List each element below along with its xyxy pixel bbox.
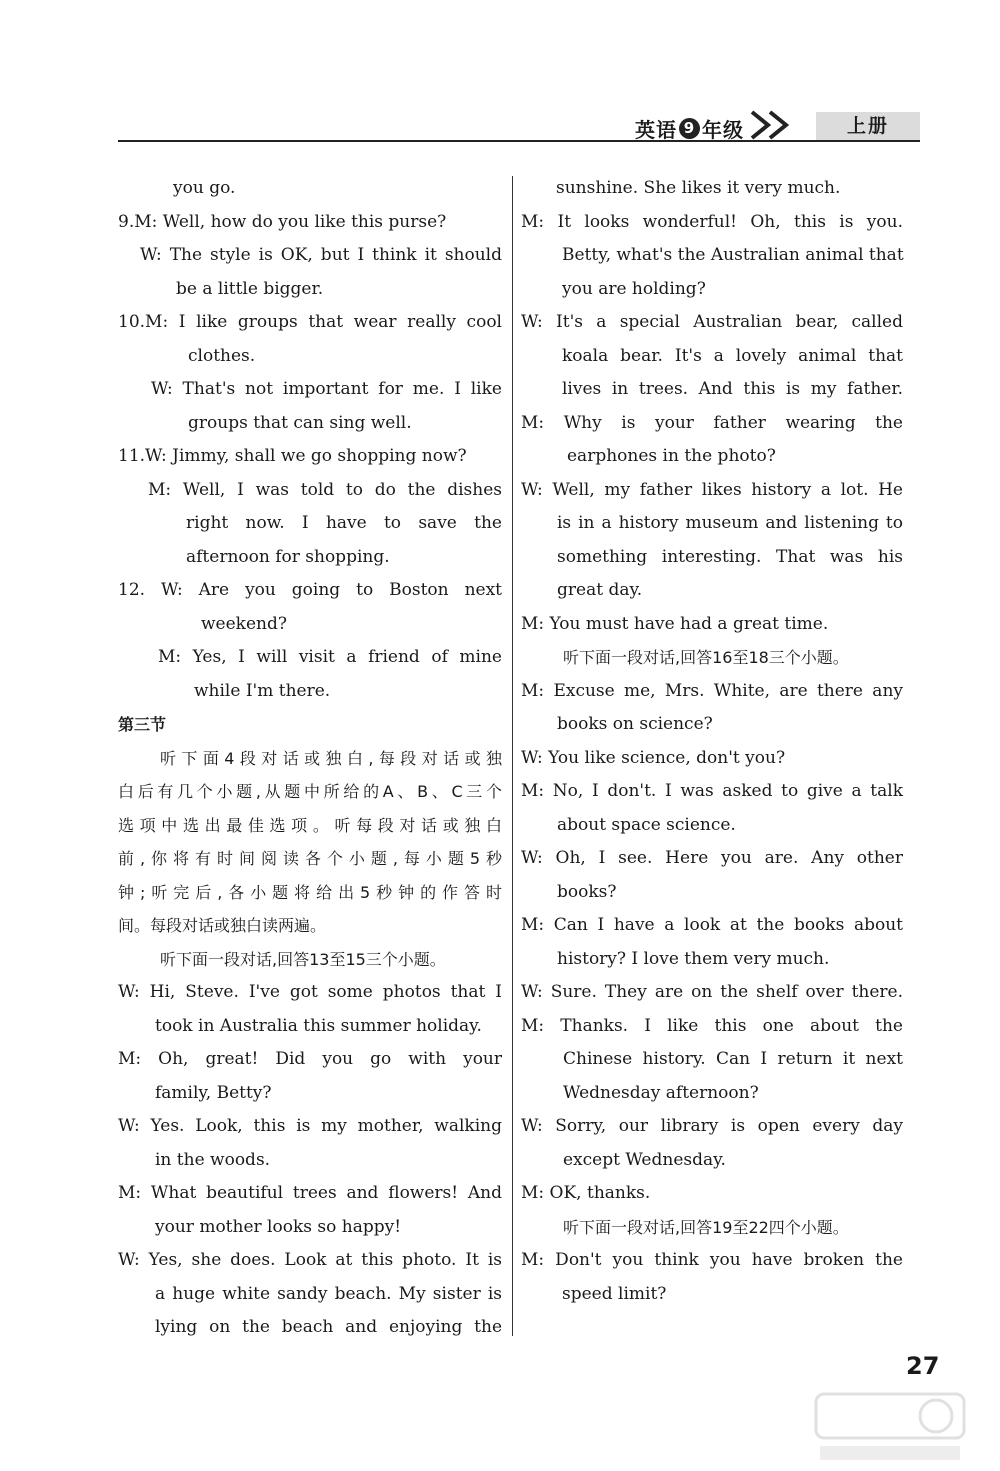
text-line: Betty, what's the Australian animal that [562, 245, 904, 265]
text-line: right now. I have to save the [186, 513, 502, 533]
text-line: M: OK, thanks. [521, 1183, 651, 1203]
text-line: koala bear. It's a lovely animal that [562, 345, 903, 366]
text-line: weekend? [201, 613, 287, 634]
text-line: in the woods. [155, 1149, 271, 1170]
text-line: W: The style is OK, but I think it should [140, 245, 502, 265]
text-line: 钟;听完后,各小题将给出5秒钟的作答时 [118, 882, 502, 902]
text-line: Chinese history. Can I return it next [563, 1049, 903, 1069]
text-line: M: Thanks. I like this one about the [521, 1015, 903, 1036]
header-subject: 英语 [635, 118, 677, 142]
text-line: your mother looks so happy! [155, 1216, 402, 1237]
text-line: W: Oh, I see. Here you are. Any other [521, 848, 903, 868]
text-line: W: You like science, don't you? [521, 747, 786, 768]
text-line: M: Yes, I will visit a friend of mine [158, 647, 502, 667]
text-line: W: It's a special Australian bear, called [521, 312, 903, 332]
text-line: while I'm there. [194, 680, 331, 701]
section-heading: 第三节 [118, 715, 167, 734]
text-line: M: Why is your father wearing the [521, 412, 903, 433]
volume-tag: 上册 [816, 112, 920, 140]
text-line: is in a history museum and listening to [557, 513, 903, 533]
text-line: 白后有几个小题,从题中所给的A、B、C三个 [118, 782, 502, 801]
text-line: a huge white sandy beach. My sister is [155, 1283, 502, 1304]
text-line: Wednesday afternoon? [563, 1082, 759, 1103]
text-line: 9.M: Well, how do you like this purse? [118, 211, 447, 232]
text-line: M: Well, I was told to do the dishes [148, 479, 502, 500]
text-line: 间。每段对话或独白读两遍。 [118, 916, 327, 935]
text-line: W: Sure. They are on the shelf over there. [521, 982, 903, 1002]
column-divider [512, 176, 513, 1336]
text-line: 12. W: Are you going to Boston next [118, 580, 502, 600]
text-line: W: That's not important for me. I like [151, 379, 502, 399]
text-line: groups that can sing well. [188, 412, 412, 433]
right-column [521, 172, 903, 1311]
text-line: 前,你将有时间阅读各个小题,每小题5秒 [118, 849, 502, 868]
grade-number-badge: 9 [679, 118, 700, 139]
text-line: M: Don't you think you have broken the [521, 1250, 903, 1270]
text-line: M: Excuse me, Mrs. White, are there any [521, 680, 903, 701]
text-line: M: Can I have a look at the books about [521, 915, 903, 935]
text-line: M: You must have had a great time. [521, 613, 829, 634]
text-line: speed limit? [562, 1283, 667, 1304]
text-line: books on science? [557, 714, 713, 734]
watermark-logo-icon [810, 1390, 970, 1468]
text-line: 选项中选出最佳选项。听每段对话或独白 [118, 815, 502, 835]
text-line: except Wednesday. [563, 1149, 726, 1170]
text-line: earphones in the photo? [567, 446, 776, 466]
text-line: W: Yes. Look, this is my mother, walking [118, 1116, 502, 1136]
text-line: W: Yes, she does. Look at this photo. It is [118, 1250, 502, 1270]
text-line: M: Oh, great! Did you go with your [118, 1049, 502, 1069]
header-grade-label: 年级 [702, 118, 744, 142]
page-number: 27 [906, 1352, 940, 1380]
text-line: 10.M: I like groups that wear really cool [118, 312, 502, 332]
left-column [118, 172, 502, 1345]
text-line: W: Sorry, our library is open every day [521, 1116, 903, 1136]
text-line: about space science. [557, 814, 736, 835]
text-line: great day. [557, 580, 643, 600]
text-line: history? I love them very much. [557, 948, 830, 969]
text-line: clothes. [188, 345, 256, 366]
text-line: took in Australia this summer holiday. [155, 1015, 482, 1036]
text-line: W: Hi, Steve. I've got some photos that I [118, 982, 502, 1002]
text-line: family, Betty? [155, 1082, 272, 1103]
text-line: M: It looks wonderful! Oh, this is you. [521, 211, 903, 232]
text-line: 听下面4段对话或独白,每段对话或独 [160, 748, 502, 768]
text-line: be a little bigger. [176, 278, 324, 299]
text-line: M: No, I don't. I was asked to give a talk [521, 781, 903, 801]
header-rule [118, 140, 920, 142]
text-line: lying on the beach and enjoying the [155, 1317, 502, 1337]
page-header [118, 112, 920, 142]
text-line: sunshine. She likes it very much. [556, 178, 841, 198]
text-line: W: Well, my father likes history a lot. He [521, 479, 903, 500]
text-line: 11.W: Jimmy, shall we go shopping now? [118, 446, 467, 466]
header-title [635, 114, 744, 143]
text-line: books? [557, 881, 617, 902]
text-line: something interesting. That was his [557, 546, 903, 567]
text-line: M: What beautiful trees and flowers! And [118, 1183, 502, 1203]
double-chevron-icon [748, 108, 804, 142]
text-line: 听下面一段对话,回答13至15三个小题。 [160, 949, 446, 969]
text-line: lives in trees. And this is my father. [562, 379, 903, 399]
text-line: you are holding? [562, 278, 706, 299]
text-line: afternoon for shopping. [186, 546, 390, 567]
text-line: 听下面一段对话,回答16至18三个小题。 [563, 648, 849, 667]
text-line: you go. [173, 178, 236, 198]
text-line: 听下面一段对话,回答19至22四个小题。 [563, 1217, 849, 1237]
